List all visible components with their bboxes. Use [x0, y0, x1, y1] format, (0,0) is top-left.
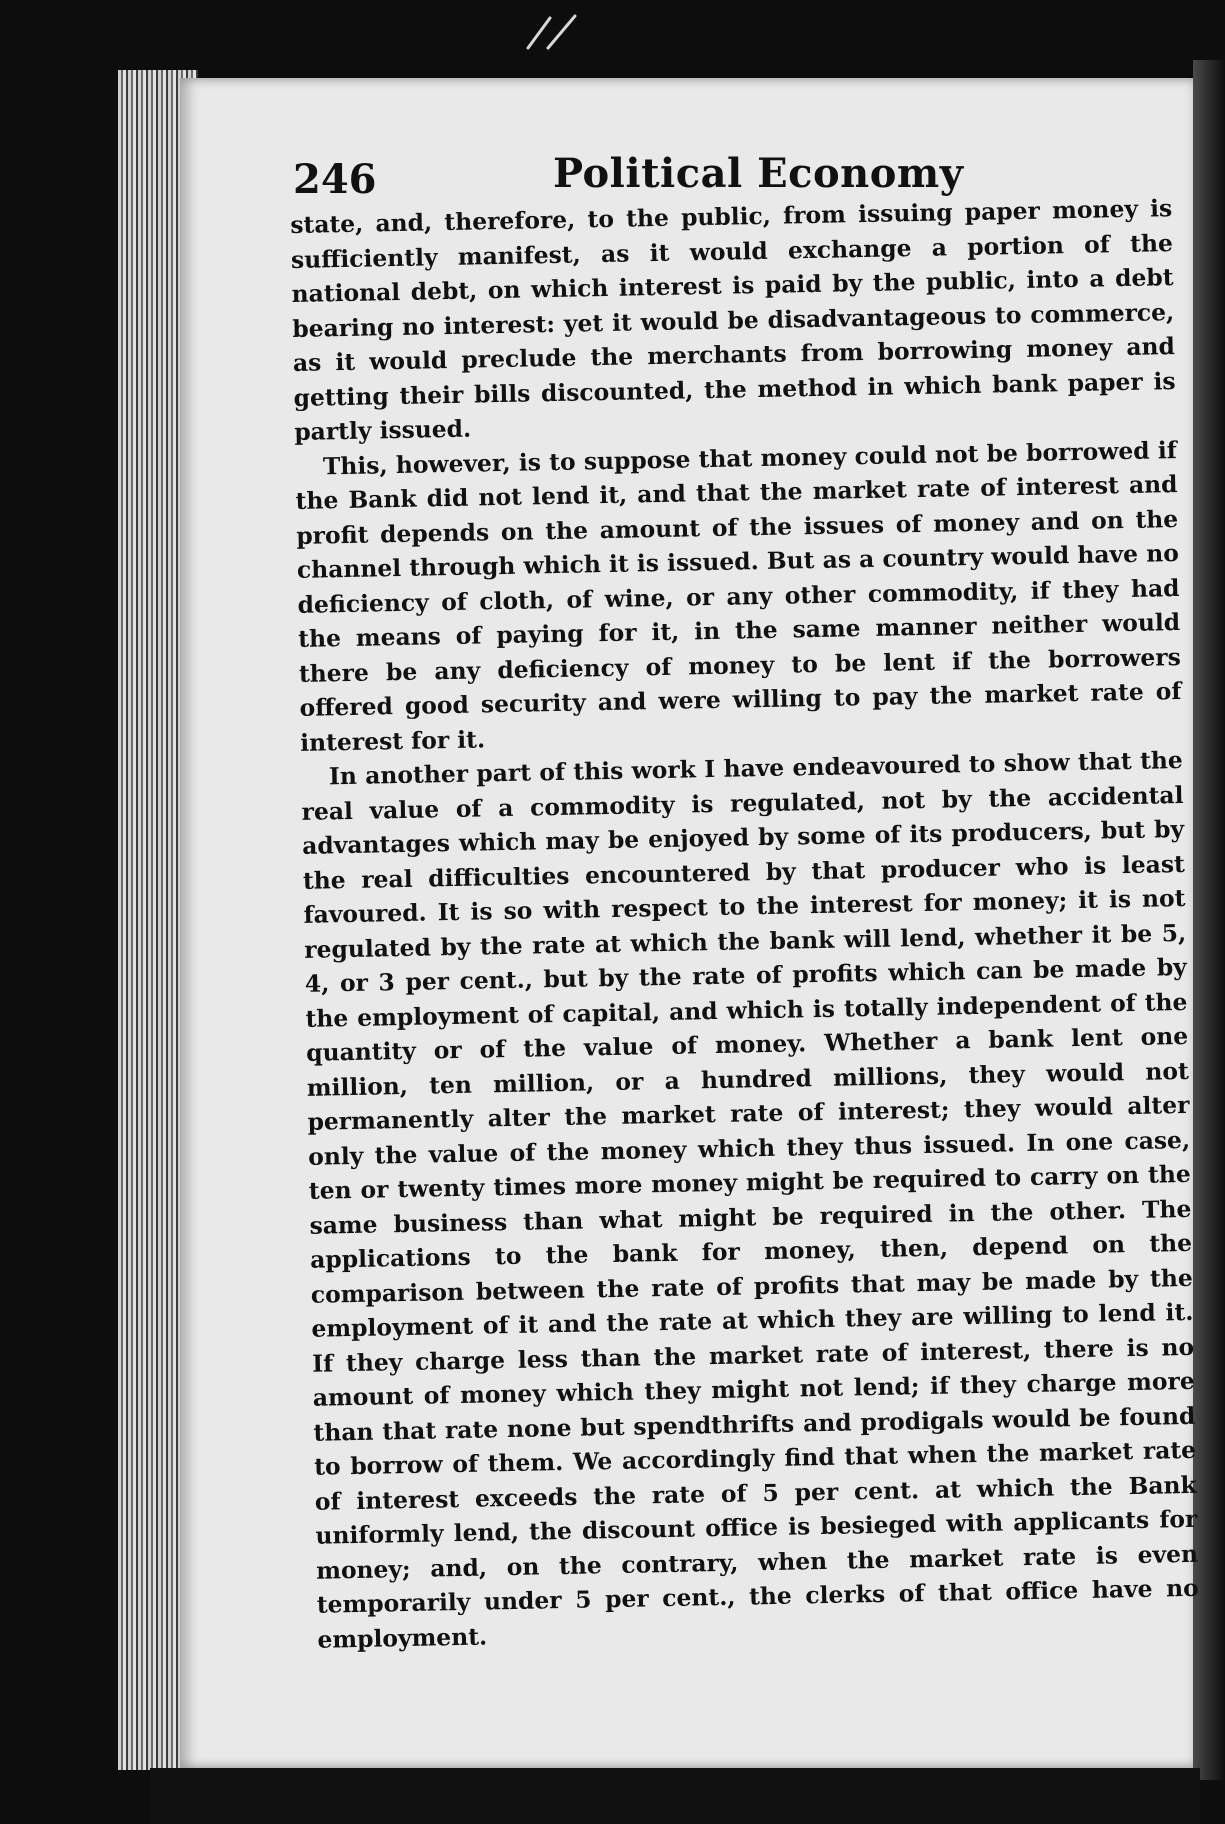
pen-mark	[520, 8, 580, 54]
paragraph-3: In another part of this work I have endeavoured to show that the real value of a commodity is regulated, not by the accidental advantages which may be enjoyed by some of its producers, but by the real difficulties encountered by that producer who is least favoured. It is so with respect to the interest for money; it is not regulated by the rate at which the bank will lend, whether it be 5, 4, or 3 per cent., but by the rate of profits which can be made by the employment of capital, and which is totally independent of the quantity or of the value of money. Whether a bank lent one million, ten million, or a hundred millions, they would not permanently alter the market rate of interest; they would alter only the value of the money which they thus issued. In one case, ten or twenty times more money might be required to carry on the same business than what might be required in the other. The applications to the bank for money, then, depend on the comparison between the rate of profits that may be made by the employment of it and the rate at which they are willing to lend it. If they charge less than the market rate of interest, there is no amount of money which they might not lend; if they charge more than that rate none but spendthrifts and prodigals would be found to borrow of them. We accordingly find that when the market rate of interest exceeds the rate of 5 per cent. at which the Bank uniformly lend, the discount office is besieged with applicants for money; and, on the contrary, when the market rate is even temporarily under 5 per cent., the clerks of that office have no employment.	[301, 745, 1199, 1654]
paragraph-1: state, and, therefore, to the public, from issuing paper money is sufficiently manifest, as it would exchange a portion of the national debt, on which interest is paid by the public, into a debt bearing no interest: yet it would be disadvantageous to commerce, as it would preclude the merchants from borrowing money and getting their bills discounted, the method in which bank paper is partly issued.	[290, 194, 1176, 446]
bottom-edge	[150, 1768, 1200, 1824]
running-head: Political Economy	[553, 150, 964, 197]
body-text	[290, 191, 1200, 1657]
binding-shadow	[1193, 60, 1225, 1780]
page-number: 246	[293, 156, 377, 203]
paragraph-2: This, however, is to suppose that money could not be borrowed if the Bank did not lend it, and that the market rate of interest and profit depends on the amount of the issues of money and on the channel through which it is issued. But as a country would have no deficiency of cloth, of wine, or any other commodity, if they had the means of paying for it, in the same manner neither would there be any deficiency of money to be lent if the borrowers offered good security and were willing to pay the market rate of interest for it.	[295, 435, 1182, 757]
